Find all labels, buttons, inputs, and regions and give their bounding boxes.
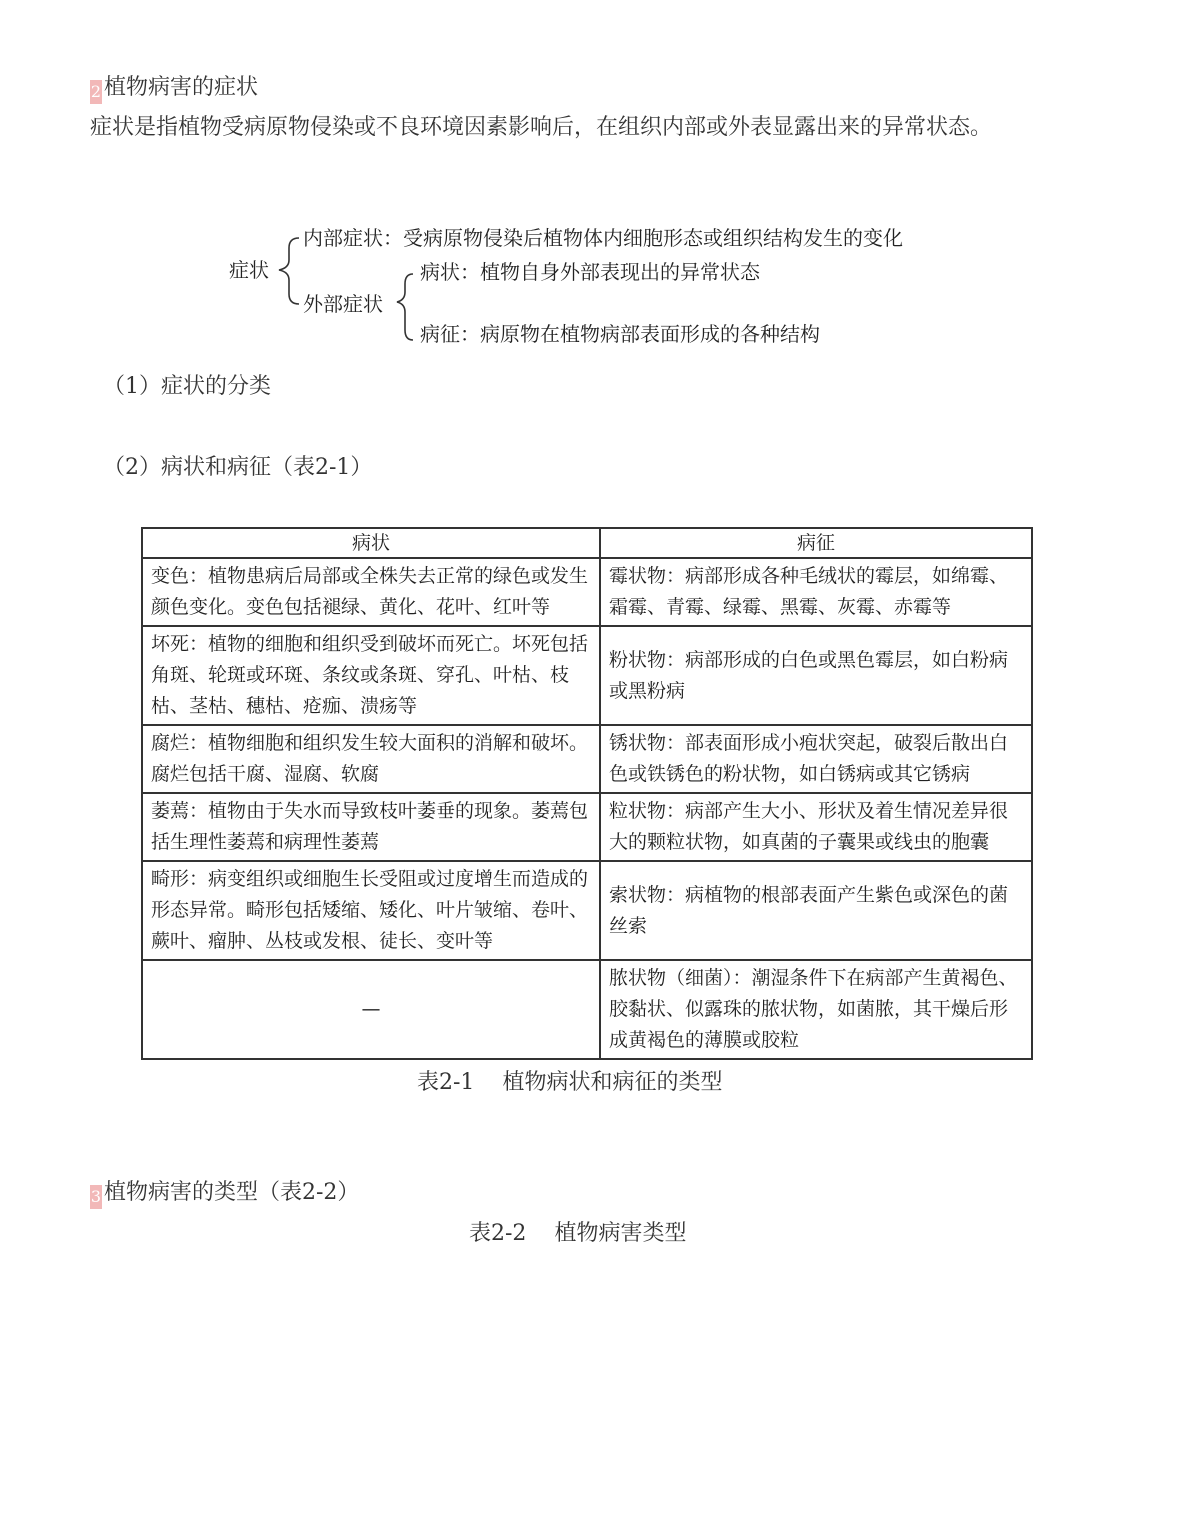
diagram-disease-sign: 病征：病原物在植物病部表面形成的各种结构 (420, 322, 820, 346)
header-cell: 病征 (600, 528, 1032, 558)
symptom-sign-table (141, 527, 1033, 1060)
disease-sign-cell: 锈状物：部表面形成小疱状突起，破裂后散出白色或铁锈色的粉状物，如白锈病或其它锈病 (600, 725, 1032, 793)
table-row (142, 960, 1032, 1059)
diagram-external: 外部症状 (303, 292, 383, 316)
table-row (142, 626, 1032, 725)
caption-label: 表2-2 (469, 1221, 527, 1246)
section-2-title: 植物病害的症状 (104, 75, 259, 100)
caption-text: 植物病害类型 (554, 1221, 687, 1246)
disease-state-cell: 畸形：病变组织或细胞生长受阻或过度增生而造成的形态异常。畸形包括矮缩、矮化、叶片皱缩、卷叶、蕨叶、瘤肿、丛枝或发根、徒长、变叶等 (142, 861, 600, 960)
disease-sign-cell: 脓状物（细菌）：潮湿条件下在病部产生黄褐色、胶黏状、似露珠的脓状物，如菌脓，其干燥后形成黄褐色的薄膜或胶粒 (600, 960, 1032, 1059)
subsection-1: （1）症状的分类 (103, 374, 271, 399)
disease-state-cell: 腐烂：植物细胞和组织发生较大面积的消解和破坏。腐烂包括干腐、湿腐、软腐 (142, 725, 600, 793)
section-3-heading (90, 1177, 359, 1209)
table-2-1-caption (417, 1067, 722, 1099)
header-cell: 病状 (142, 528, 600, 558)
table-row (142, 558, 1032, 626)
main-brace (279, 238, 299, 304)
disease-state-cell: 萎蔫：植物由于失水而导致枝叶萎垂的现象。萎蔫包括生理性萎蔫和病理性萎蔫 (142, 793, 600, 861)
diagram-disease-state: 病状：植物自身外部表现出的异常状态 (420, 260, 760, 284)
disease-sign-cell: 粒状物：病部产生大小、形状及着生情况差异很大的颗粒状物，如真菌的子囊果或线虫的胞囊 (600, 793, 1032, 861)
symptom-classification-diagram (225, 222, 985, 352)
table-2-2-caption (469, 1218, 686, 1250)
caption-label: 表2-1 (417, 1070, 475, 1095)
disease-sign-cell: 索状物：病植物的根部表面产生紫色或深色的菌丝索 (600, 861, 1032, 960)
disease-state-cell: 变色：植物患病后局部或全株失去正常的绿色或发生颜色变化。变色包括褪绿、黄化、花叶、红叶等 (142, 558, 600, 626)
table-row (142, 861, 1032, 960)
disease-state-cell: 坏死：植物的细胞和组织受到破坏而死亡。坏死包括角斑、轮斑或环斑、条纹或条斑、穿孔、叶枯、枝枯、茎枯、穗枯、疮痂、溃疡等 (142, 626, 600, 725)
diagram-internal: 内部症状：受病原物侵染后植物体内细胞形态或组织结构发生的变化 (303, 226, 903, 250)
section-number-badge: 2 (90, 80, 102, 104)
caption-text: 植物病状和病征的类型 (502, 1070, 723, 1095)
table-row (142, 793, 1032, 861)
diagram-root: 症状 (229, 258, 269, 282)
disease-sign-cell: 霉状物：病部形成各种毛绒状的霉层，如绵霉、霜霉、青霉、绿霉、黑霉、灰霉、赤霉等 (600, 558, 1032, 626)
table-row (142, 725, 1032, 793)
sub-brace (397, 274, 413, 340)
table-header-row (142, 528, 1032, 558)
disease-state-cell: — (142, 960, 600, 1059)
subsection-2: （2）病状和病征（表2-1） (103, 455, 373, 480)
disease-sign-cell: 粉状物：病部形成的白色或黑色霉层，如白粉病或黑粉病 (600, 626, 1032, 725)
section-2-heading (90, 72, 258, 104)
section-number-badge: 3 (90, 1185, 102, 1209)
section-3-title: 植物病害的类型（表2-2） (104, 1180, 360, 1205)
symptom-definition-paragraph: 症状是指植物受病原物侵染或不良环境因素影响后，在组织内部或外表显露出来的异常状态。 (90, 115, 993, 140)
